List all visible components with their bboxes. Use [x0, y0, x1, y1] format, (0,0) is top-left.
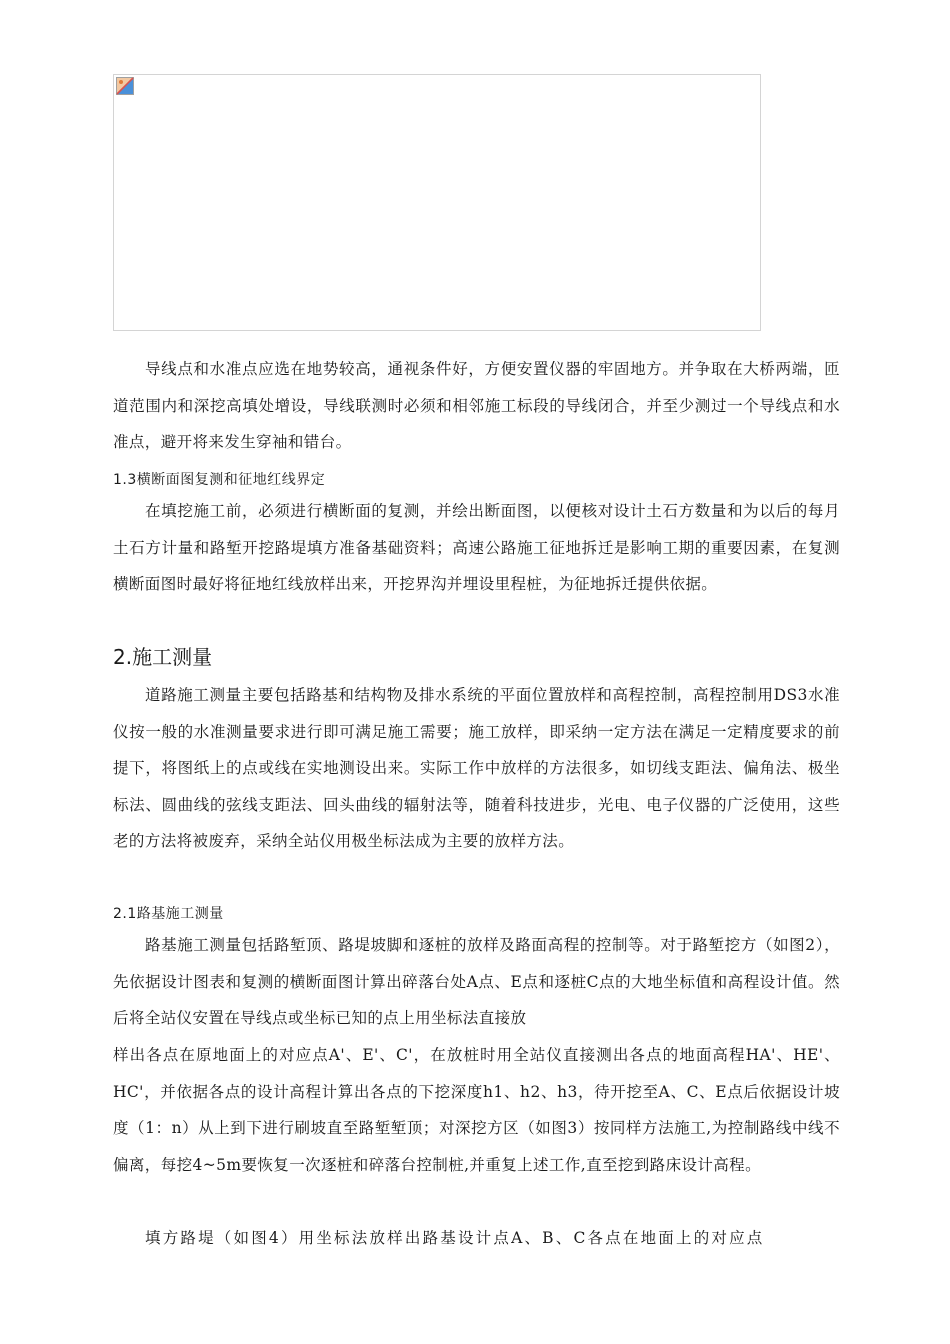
section-heading-2: 2.施工测量 [113, 645, 213, 669]
paragraph-control-points: 导线点和水准点应选在地势较高，通视条件好，方便安置仪器的牢固地方。并争取在大桥两端，匝道范围内和深挖高填处增设，导线联测时必须和相邻施工标段的导线闭合，并至少测过一个导线点和水准点，避开将来发生穿袖和错台。 [113, 360, 840, 451]
paragraph-subgrade-survey: 路基施工测量包括路堑顶、路堤坡脚和逐桩的放样及路面高程的控制等。对于路堑挖方（如图2），先依据设计图表和复测的横断面图计算出碎落台处A点、E点和逐桩C点的大地坐标值和高程设计值。然后将全站仪安置在导线点或坐标已知的点上用坐标法直接放 [113, 936, 840, 1027]
section-heading-1-3: 1.3横断面图复测和征地红线界定 [113, 472, 326, 488]
paragraph-staking-out: 样出各点在原地面上的对应点A'、E'、C'，在放桩时用全站仪直接测出各点的地面高程HA'、HE'、HC'，并依据各点的设计高程计算出各点的下挖深度h1、h2、h3，待开挖至A、C、E点后依据设计坡度（1：n）从上到下进行刷坡直至路堑堑顶；对深挖方区（如图3）按同样方法施工,为控制路线中线不偏离，每挖4~5m要恢复一次逐桩和碎落台控制桩,并重复上述工作,直至挖到路床设计高程。 [113, 1046, 840, 1174]
section-heading-2-1: 2.1路基施工测量 [113, 906, 224, 922]
paragraph-cross-section: 在填挖施工前，必须进行横断面的复测，并绘出断面图，以便核对设计土石方数量和为以后的每月土石方计量和路堑开挖路堤填方准备基础资料；高速公路施工征地拆迁是影响工期的重要因素，在复测横断面图时最好将征地红线放样出来，开挖界沟并埋设里程桩，为征地拆迁提供依据。 [113, 502, 840, 593]
figure-placeholder [113, 74, 761, 331]
paragraph-fill-embankment: 填方路堤（如图4）用坐标法放样出路基设计点A、B、C各点在地面上的对应点 [145, 1229, 765, 1247]
broken-image-icon [116, 77, 134, 95]
paragraph-construction-survey: 道路施工测量主要包括路基和结构物及排水系统的平面位置放样和高程控制，高程控制用DS3水准仪按一般的水准测量要求进行即可满足施工需要；施工放样，即采纳一定方法在满足一定精度要求的前提下，将图纸上的点或线在实地测设出来。实际工作中放样的方法很多，如切线支距法、偏角法、极坐标法、圆曲线的弦线支距法、回头曲线的辐射法等，随着科技进步，光电、电子仪器的广泛使用，这些老的方法将被废弃，采纳全站仪用极坐标法成为主要的放样方法。 [113, 686, 840, 850]
